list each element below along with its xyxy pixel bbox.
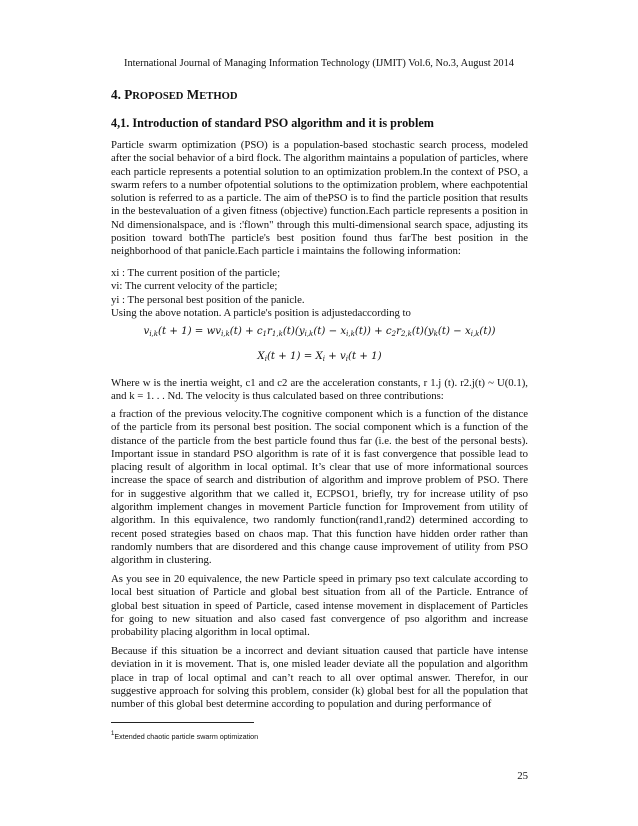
footnote-divider bbox=[111, 722, 254, 723]
list-item-xi: xi : The current position of the particle; bbox=[111, 267, 281, 279]
footnote bbox=[111, 729, 258, 742]
footnote-marker: 1 bbox=[111, 731, 115, 737]
section-letter-m: M bbox=[183, 87, 200, 102]
section-number: 4. bbox=[111, 87, 125, 102]
section-word-method: ETHOD bbox=[199, 91, 238, 102]
paragraph-pso-intro: Particle swarm optimization (PSO) is a population-based stochastic search process, modeled after the social behavior of a bird flock. The algorithm maintains a population of particles, where each particle represents a potential solution to an optimization problem.In the context of PSO, a swarm refers to a number ofpotential solutions to the optimization problem, where eachpotential solution is referred to as a particle. The aim of thePSO is to find the particle position that results in the bestevaluation of a given fitness (objective) function.Each particle represents a position in Nd dimensionalspace, and is :'flown" through this multi-dimensional search space, adjusting its position toward bothThe particle's best position found thus farThe best position in the neighborhood of that panicle.Each particle i maintains the following information: bbox=[111, 139, 528, 258]
list-item-notation: Using the above notation. A particle's position is adjustedaccording to bbox=[111, 306, 411, 319]
position-equation: $X_i(t + 1) = X_i + v_i(t + 1)$ bbox=[257, 351, 382, 363]
section-letter-p: P bbox=[124, 87, 133, 102]
running-header: International Journal of Managing Information Technology (IJMIT) Vol.6, No.3, August 2014 bbox=[123, 58, 515, 69]
list-item-yi: yi : The personal best position of the panicle. bbox=[111, 293, 305, 306]
paragraph-deviation: Because if this situation be a incorrect and deviant situation caused that particle have intense deviation in it is movement. That is, one misled leader deviate all the population and algorithm place in trap of local optimal and can’t reach to all over optimal answer. Therefor, in our suggestive approach for solving this problem, consider (k) global best for all the population that number of this global best determine according to population and during performance of bbox=[111, 645, 528, 711]
page-number: 25 bbox=[517, 770, 528, 782]
paragraph-inertia: Where w is the inertia weight, c1 and c2 are the acceleration constants, r 1.j (t). r2.j(t) ~ U(0.1), and k = 1. . . Nd. The velocity is thus calculated based on three contributions: bbox=[111, 377, 528, 403]
list-item-vi: vi: The current velocity of the particle; bbox=[111, 280, 278, 293]
notation-list bbox=[111, 267, 528, 320]
paragraph-velocity-components: a fraction of the previous velocity.The cognitive component which is a function of the distance of the particle from its personal best position. The social component which is a function of the distance of the particle from the best particle found thus far (i.e. the best of the personal bests). Important issue in standard PSO algorithm is rate of it is fast convergence that possible lead to placing result of algorithm in local optimal. It’s clear that use of more informational sources increase the space of search and distribution of algorithm and improve problem of PSO. There for in suggestive algorithm that we called it, ECPSO1, briefly, try for increase utility of pso algorithm implement changes in movement Particle function for Improvement from utility of algorithm. In this equivalence, two randomly function(rand1,rand2) determined according to recent posed strategies based on chaos map. That this function have hidden order rather than randomly numbers that are disordered and this change cause improvement of utility from PSO algorithm in clustering. bbox=[111, 408, 528, 567]
footnote-text: Extended chaotic particle swarm optimization bbox=[114, 732, 259, 741]
paragraph-equivalence: As you see in 20 equivalence, the new Particle speed in primary pso text calculate according to local best situation of Particle and global best situation from all of the Particle. Entrance of global best situation in speed of Particle, cased intense movement in displacement of Particles for going to new situation and also cased fast convergence of pso algorithm and increase probability placing algorithm in local optimal. bbox=[111, 573, 528, 639]
section-heading bbox=[111, 87, 237, 105]
section-word-proposed: ROPOSED bbox=[132, 91, 184, 102]
velocity-equation: $v_{i,k}(t + 1) = wv_{i,k}(t) + c_1r_{1,k}(t)(y_{i,k}(t) - x_{i,k}(t)) + c_2r_{2,k}(t)(y_k(t) - x_{i,k}(t))$ bbox=[143, 326, 496, 338]
subsection-heading: 4,1. Introduction of standard PSO algorithm and it is problem bbox=[111, 116, 434, 130]
